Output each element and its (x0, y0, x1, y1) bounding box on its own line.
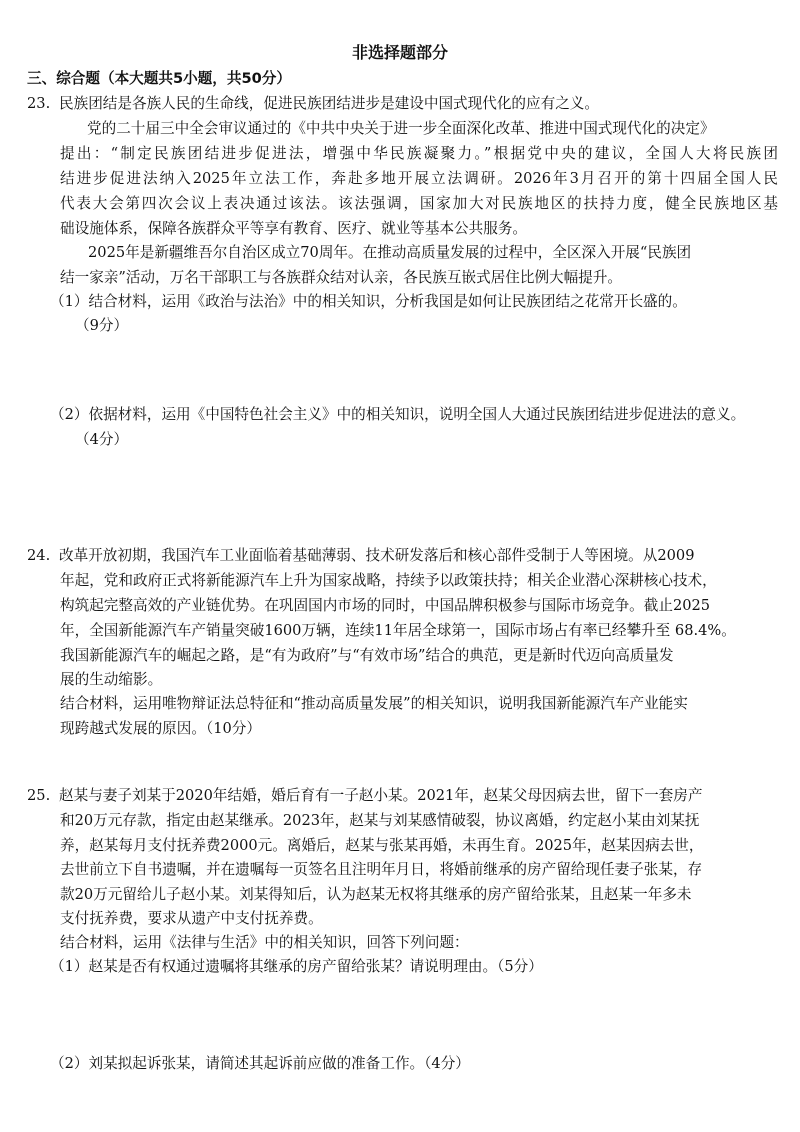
section-heading: 三、综合题（本大题共5小题，共50分） (27, 70, 291, 87)
q25-line (27, 786, 779, 806)
q23-line: 提出：“制定民族团结进步促进法，增强中华民族凝聚力。”根据党中央的建议，全国人大将民族团 (60, 145, 778, 162)
q25-line: 和20万元存款，指定由赵某继承。2023年，赵某与刘某感情破裂，协议离婚，约定赵小某由刘某抚 (60, 812, 700, 829)
q23-line: 2025年是新疆维吾尔自治区成立70周年。在推动高质量发展的过程中，全区深入开展“民族团 (88, 244, 692, 261)
q23-line: 础设施体系，保障各族群众平等享有教育、医疗、就业等基本公共服务。 (60, 220, 528, 237)
q23-sub2-score: （4分） (75, 431, 129, 448)
q24-line: 构筑起完整高效的产业链优势。在巩固国内市场的同时，中国品牌积极参与国际市场竞争。截止2025 (60, 597, 711, 614)
q25-line: 养，赵某每月支付抚养费2000元。离婚后，赵某与张某再婚，未再生育。2025年，赵某因病去世， (60, 837, 704, 854)
q24-line: 年，全国新能源汽车产销量突破1600万辆，连续11年居全球第一，国际市场占有率已经攀升至 68.4%。 (60, 622, 736, 639)
q24-first-line: 改革开放初期，我国汽车工业面临着基础薄弱、技术研发落后和核心部件受制于人等困境。从2009 (59, 547, 695, 564)
q24-line: 结合材料，运用唯物辩证法总特征和“推动高质量发展”的相关知识，说明我国新能源汽车产业能实 (60, 695, 688, 712)
question-number: 25. (27, 787, 51, 804)
q23-sub1-prompt: （1）结合材料，运用《政治与法治》中的相关知识，分析我国是如何让民族团结之花常开长盛的。 (50, 293, 687, 310)
q24-line: 我国新能源汽车的崛起之路，是“有为政府”与“有效市场”结合的典范，更是新时代迈向高质量发 (60, 647, 674, 664)
q24-line: 年起，党和政府正式将新能源汽车上升为国家战略，持续予以政策扶持；相关企业潜心深耕核心技术， (60, 572, 717, 589)
q23-line: 结进步促进法纳入2025年立法工作，奔赴多地开展立法调研。2026年3月召开的第十四届全国人民 (60, 170, 778, 187)
q23-line: 代表大会第四次会议上表决通过该法。该法强调，国家加大对民族地区的扶持力度，健全民族地区基 (60, 195, 778, 212)
q25-line: 支付抚养费，要求从遗产中支付抚养费。 (60, 910, 323, 927)
page-title: 非选择题部分 (351, 43, 448, 62)
q25-sub1-prompt: （1）赵某是否有权通过遗嘱将其继承的房产留给张某？请说明理由。（5分） (50, 958, 543, 975)
q25-first-line: 赵某与妻子刘某于2020年结婚，婚后育有一子赵小某。2021年，赵某父母因病去世，留下一套房产 (59, 787, 703, 804)
q24-line (27, 546, 779, 566)
q23-line: 党的二十届三中全会审议通过的《中共中央关于进一步全面深化改革、推进中国式现代化的决定》 (87, 120, 715, 137)
q23-sub1-score: （9分） (75, 317, 129, 334)
question-number: 23. (27, 95, 51, 112)
q23-intro: 民族团结是各族人民的生命线，促进民族团结进步是建设中国式现代化的应有之义。 (59, 95, 599, 112)
q23-line: 结一家亲”活动，万名干部职工与各族群众结对认亲，各民族互嵌式居住比例大幅提升。 (60, 269, 623, 286)
q25-sub2-prompt: （2）刘某拟起诉张某，请简述其起诉前应做的准备工作。（4分） (50, 1055, 470, 1072)
q24-line: 现跨越式发展的原因。（10分） (60, 720, 261, 737)
q23-line (27, 94, 779, 114)
q24-line: 展的生动缩影。 (60, 671, 163, 688)
q25-line: 款20万元留给儿子赵小某。刘某得知后，认为赵某无权将其继承的房产留给张某，且赵某一年多未 (60, 886, 692, 903)
q25-line: 结合材料，运用《法律与生活》中的相关知识，回答下列问题： (60, 934, 469, 951)
question-number: 24. (27, 547, 51, 564)
q23-sub2-prompt: （2）依据材料，运用《中国特色社会主义》中的相关知识，说明全国人大通过民族团结进步促进法的意义。 (50, 406, 746, 423)
q25-line: 去世前立下自书遗嘱，并在遗嘱每一页签名且注明年月日，将婚前继承的房产留给现任妻子张某，存 (60, 861, 703, 878)
